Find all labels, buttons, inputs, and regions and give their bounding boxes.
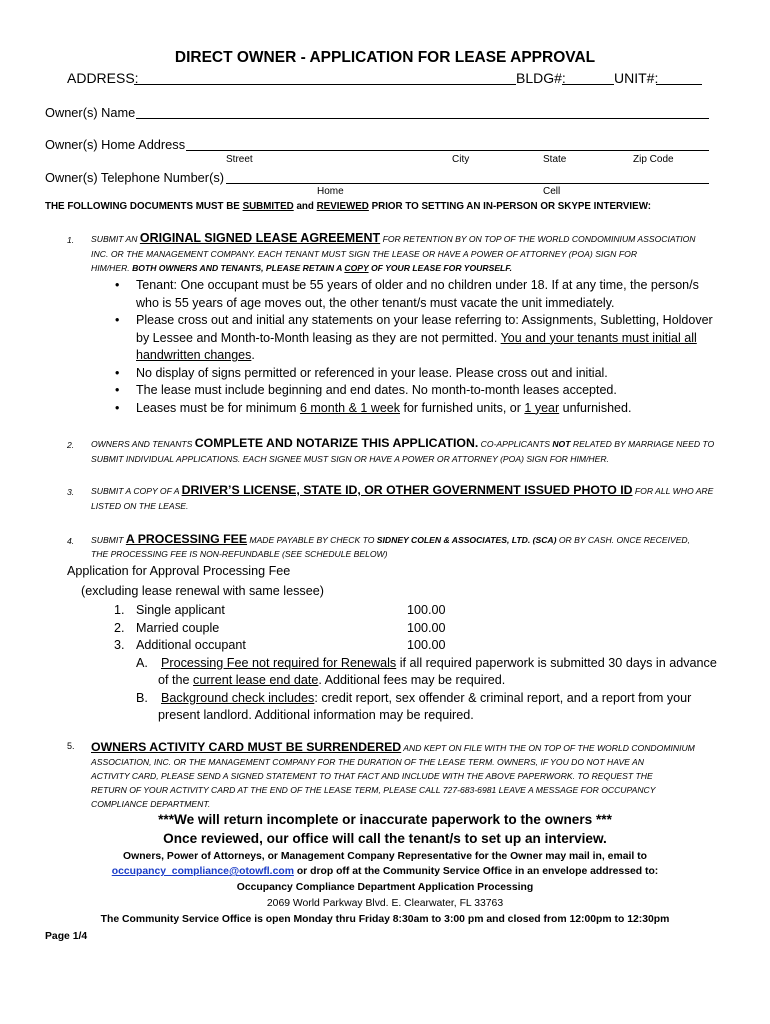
lease-requirements-list — [112, 277, 722, 417]
address-field[interactable] — [134, 84, 516, 85]
item-3-line-2: LISTED ON THE LEASE. — [91, 501, 189, 511]
item-5-line-5: COMPLIANCE DEPARTMENT. — [91, 799, 211, 809]
item-2-line-1: OWNERS AND TENANTS COMPLETE AND NOTARIZE THIS APPLICATION. CO-APPLICANTS NOT RELATED BY MARRIAGE NEED TO — [91, 436, 715, 450]
fee-row-amount: 100.00 — [407, 638, 446, 652]
fee-row-number: 1. — [114, 603, 125, 617]
note-a-line-2: of the current lease end date. Additional fees may be required. — [158, 673, 506, 687]
item-5-line-1: OWNERS ACTIVITY CARD MUST BE SURRENDERED AND KEPT ON FILE WITH THE ON TOP OF THE WORLD CONDOMINIUM — [91, 740, 695, 754]
owner-address-field[interactable] — [186, 150, 709, 151]
fee-row-number: 3. — [114, 638, 125, 652]
phone-field[interactable] — [226, 183, 709, 184]
compliance-email-link[interactable]: occupancy_compliance@otowfl.com — [111, 866, 294, 877]
item-2-number: 2. — [67, 440, 75, 450]
bldg-label: BLDG#: — [516, 70, 566, 86]
list-item: • Tenant: One occupant must be 55 years of older and no children under 18. If at any time, the person/s who is 55 years of age moves out, the other tenant/s must vacate the unit immediately. — [112, 277, 722, 312]
note-b-letter: B. — [136, 691, 148, 705]
office-address: 2069 World Parkway Blvd. E. Clearwater, FL 33763 — [266, 898, 504, 909]
fee-row-label: Single applicant — [136, 603, 225, 617]
fee-row-number: 2. — [114, 621, 125, 635]
item-1-line-1: SUBMIT AN ORIGINAL SIGNED LEASE AGREEMENT FOR RETENTION BY ON TOP OF THE WORLD CONDOMINIUM ASSOCIATION — [91, 231, 696, 245]
unit-label: UNIT#: — [614, 70, 659, 86]
list-item: • No display of signs permitted or referenced in your lease. Please cross out and initial. — [112, 365, 722, 383]
note-a-letter: A. — [136, 656, 148, 670]
page-title: DIRECT OWNER - APPLICATION FOR LEASE APPROVAL — [174, 49, 596, 66]
street-caption: Street — [226, 154, 253, 165]
item-2-line-2: SUBMIT INDIVIDUAL APPLICATIONS. EACH SIGNEE MUST SIGN OR HAVE A POWER OR ATTORNEY (POA) SIGN FOR HIM/HER. — [91, 454, 609, 464]
item-1-line-2: INC. OR THE MANAGEMENT COMPANY. EACH TENANT MUST SIGN THE LEASE OR HAVE A POWER OF ATTORNEY (POA) SIGN FOR — [91, 249, 638, 259]
fee-subtitle: (excluding lease renewal with same lessee) — [81, 584, 324, 598]
page-number: Page 1/4 — [45, 931, 88, 942]
note-a-line-1: Processing Fee not required for Renewals if all required paperwork is submitted 30 days in advance — [161, 656, 717, 670]
fee-row-label: Additional occupant — [136, 638, 246, 652]
list-item: • Leases must be for minimum 6 month & 1 week for furnished units, or 1 year unfurnished. — [112, 400, 722, 418]
item-4-number: 4. — [67, 536, 75, 546]
fee-row-label: Married couple — [136, 621, 220, 635]
address-label: ADDRESS: — [67, 70, 139, 86]
list-item: • Please cross out and initial any statements on your lease referring to: Assignments, Subletting, Holdover by Lessee and Month-to-Month leasing as they are not permitted. You and your tenants must initial all handwritten changes. — [112, 312, 722, 365]
city-caption: City — [452, 154, 470, 165]
owner-name-label: Owner(s) Name — [45, 105, 136, 120]
item-5-number: 5. — [67, 741, 75, 751]
item-4-line-1: SUBMIT A PROCESSING FEE MADE PAYABLE BY CHECK TO SIDNEY COLEN & ASSOCIATES, LTD. (SCA) OR BY CASH. ONCE RECEIVED, — [91, 532, 691, 546]
cell-caption: Cell — [543, 186, 561, 197]
item-3-number: 3. — [67, 487, 75, 497]
owner-name-field[interactable] — [136, 118, 709, 119]
item-5-line-2: ASSOCIATION, INC. OR THE MANAGEMENT COMPANY FOR THE DURATION OF THE LEASE TERM. OWNERS, IF YOU DO NOT HAVE AN — [91, 757, 644, 767]
home-caption: Home — [317, 186, 344, 197]
fee-title: Application for Approval Processing Fee — [67, 564, 291, 578]
office-hours: The Community Service Office is open Monday thru Friday 8:30am to 3:00 pm and closed from 12:00pm to 12:30pm — [100, 914, 670, 925]
email-line: occupancy_compliance@otowfl.com or drop off at the Community Service Office in an envelope addressed to: — [111, 866, 659, 877]
phone-label: Owner(s) Telephone Number(s) — [45, 170, 224, 185]
fee-row-amount: 100.00 — [407, 603, 446, 617]
note-b-line-2: present landlord. Additional information may be required. — [158, 708, 474, 722]
documents-heading: THE FOLLOWING DOCUMENTS MUST BE SUBMITED and REVIEWED PRIOR TO SETTING AN IN-PERSON OR SKYPE INTERVIEW: — [45, 201, 652, 212]
review-notice: Once reviewed, our office will call the tenant/s to set up an interview. — [163, 831, 607, 846]
mail-instructions: Owners, Power of Attorneys, or Management Company Representative for the Owner may mail in, email to — [123, 851, 647, 862]
note-b-line-1: Background check includes: credit report, sex offender & criminal report, and a report from your — [161, 691, 692, 705]
owner-address-label: Owner(s) Home Address — [45, 137, 186, 152]
fee-row-amount: 100.00 — [407, 621, 446, 635]
return-notice: ***We will return incomplete or inaccurate paperwork to the owners *** — [158, 812, 612, 827]
item-5-line-3: ACTIVITY CARD, PLEASE SEND A SIGNED STATEMENT TO THAT FACT AND INCLUDE WITH THE ABOVE PAPERWORK. TO REQUEST THE — [91, 771, 653, 781]
bldg-field[interactable] — [562, 84, 614, 85]
item-1-number: 1. — [67, 235, 75, 245]
item-1-line-3: HIM/HER. BOTH OWNERS AND TENANTS, PLEASE RETAIN A COPY OF YOUR LEASE FOR YOURSELF. — [91, 263, 512, 273]
department-name: Occupancy Compliance Department Application Processing — [236, 882, 534, 893]
list-item: • The lease must include beginning and end dates. No month-to-month leases accepted. — [112, 382, 722, 400]
item-5-line-4: RETURN OF YOUR ACTIVITY CARD AT THE END OF THE LEASE TERM, PLEASE CALL 727-683-6981 LEAVE A MESSAGE FOR OCCUPANCY — [91, 785, 656, 795]
item-3-line-1: SUBMIT A COPY OF A DRIVER’S LICENSE, STATE ID, OR OTHER GOVERNMENT ISSUED PHOTO ID FOR ALL WHO ARE — [91, 483, 714, 497]
state-caption: State — [543, 154, 567, 165]
zip-caption: Zip Code — [633, 154, 674, 165]
item-4-line-2: THE PROCESSING FEE IS NON-REFUNDABLE (SEE SCHEDULE BELOW) — [91, 549, 388, 559]
unit-field[interactable] — [656, 84, 702, 85]
